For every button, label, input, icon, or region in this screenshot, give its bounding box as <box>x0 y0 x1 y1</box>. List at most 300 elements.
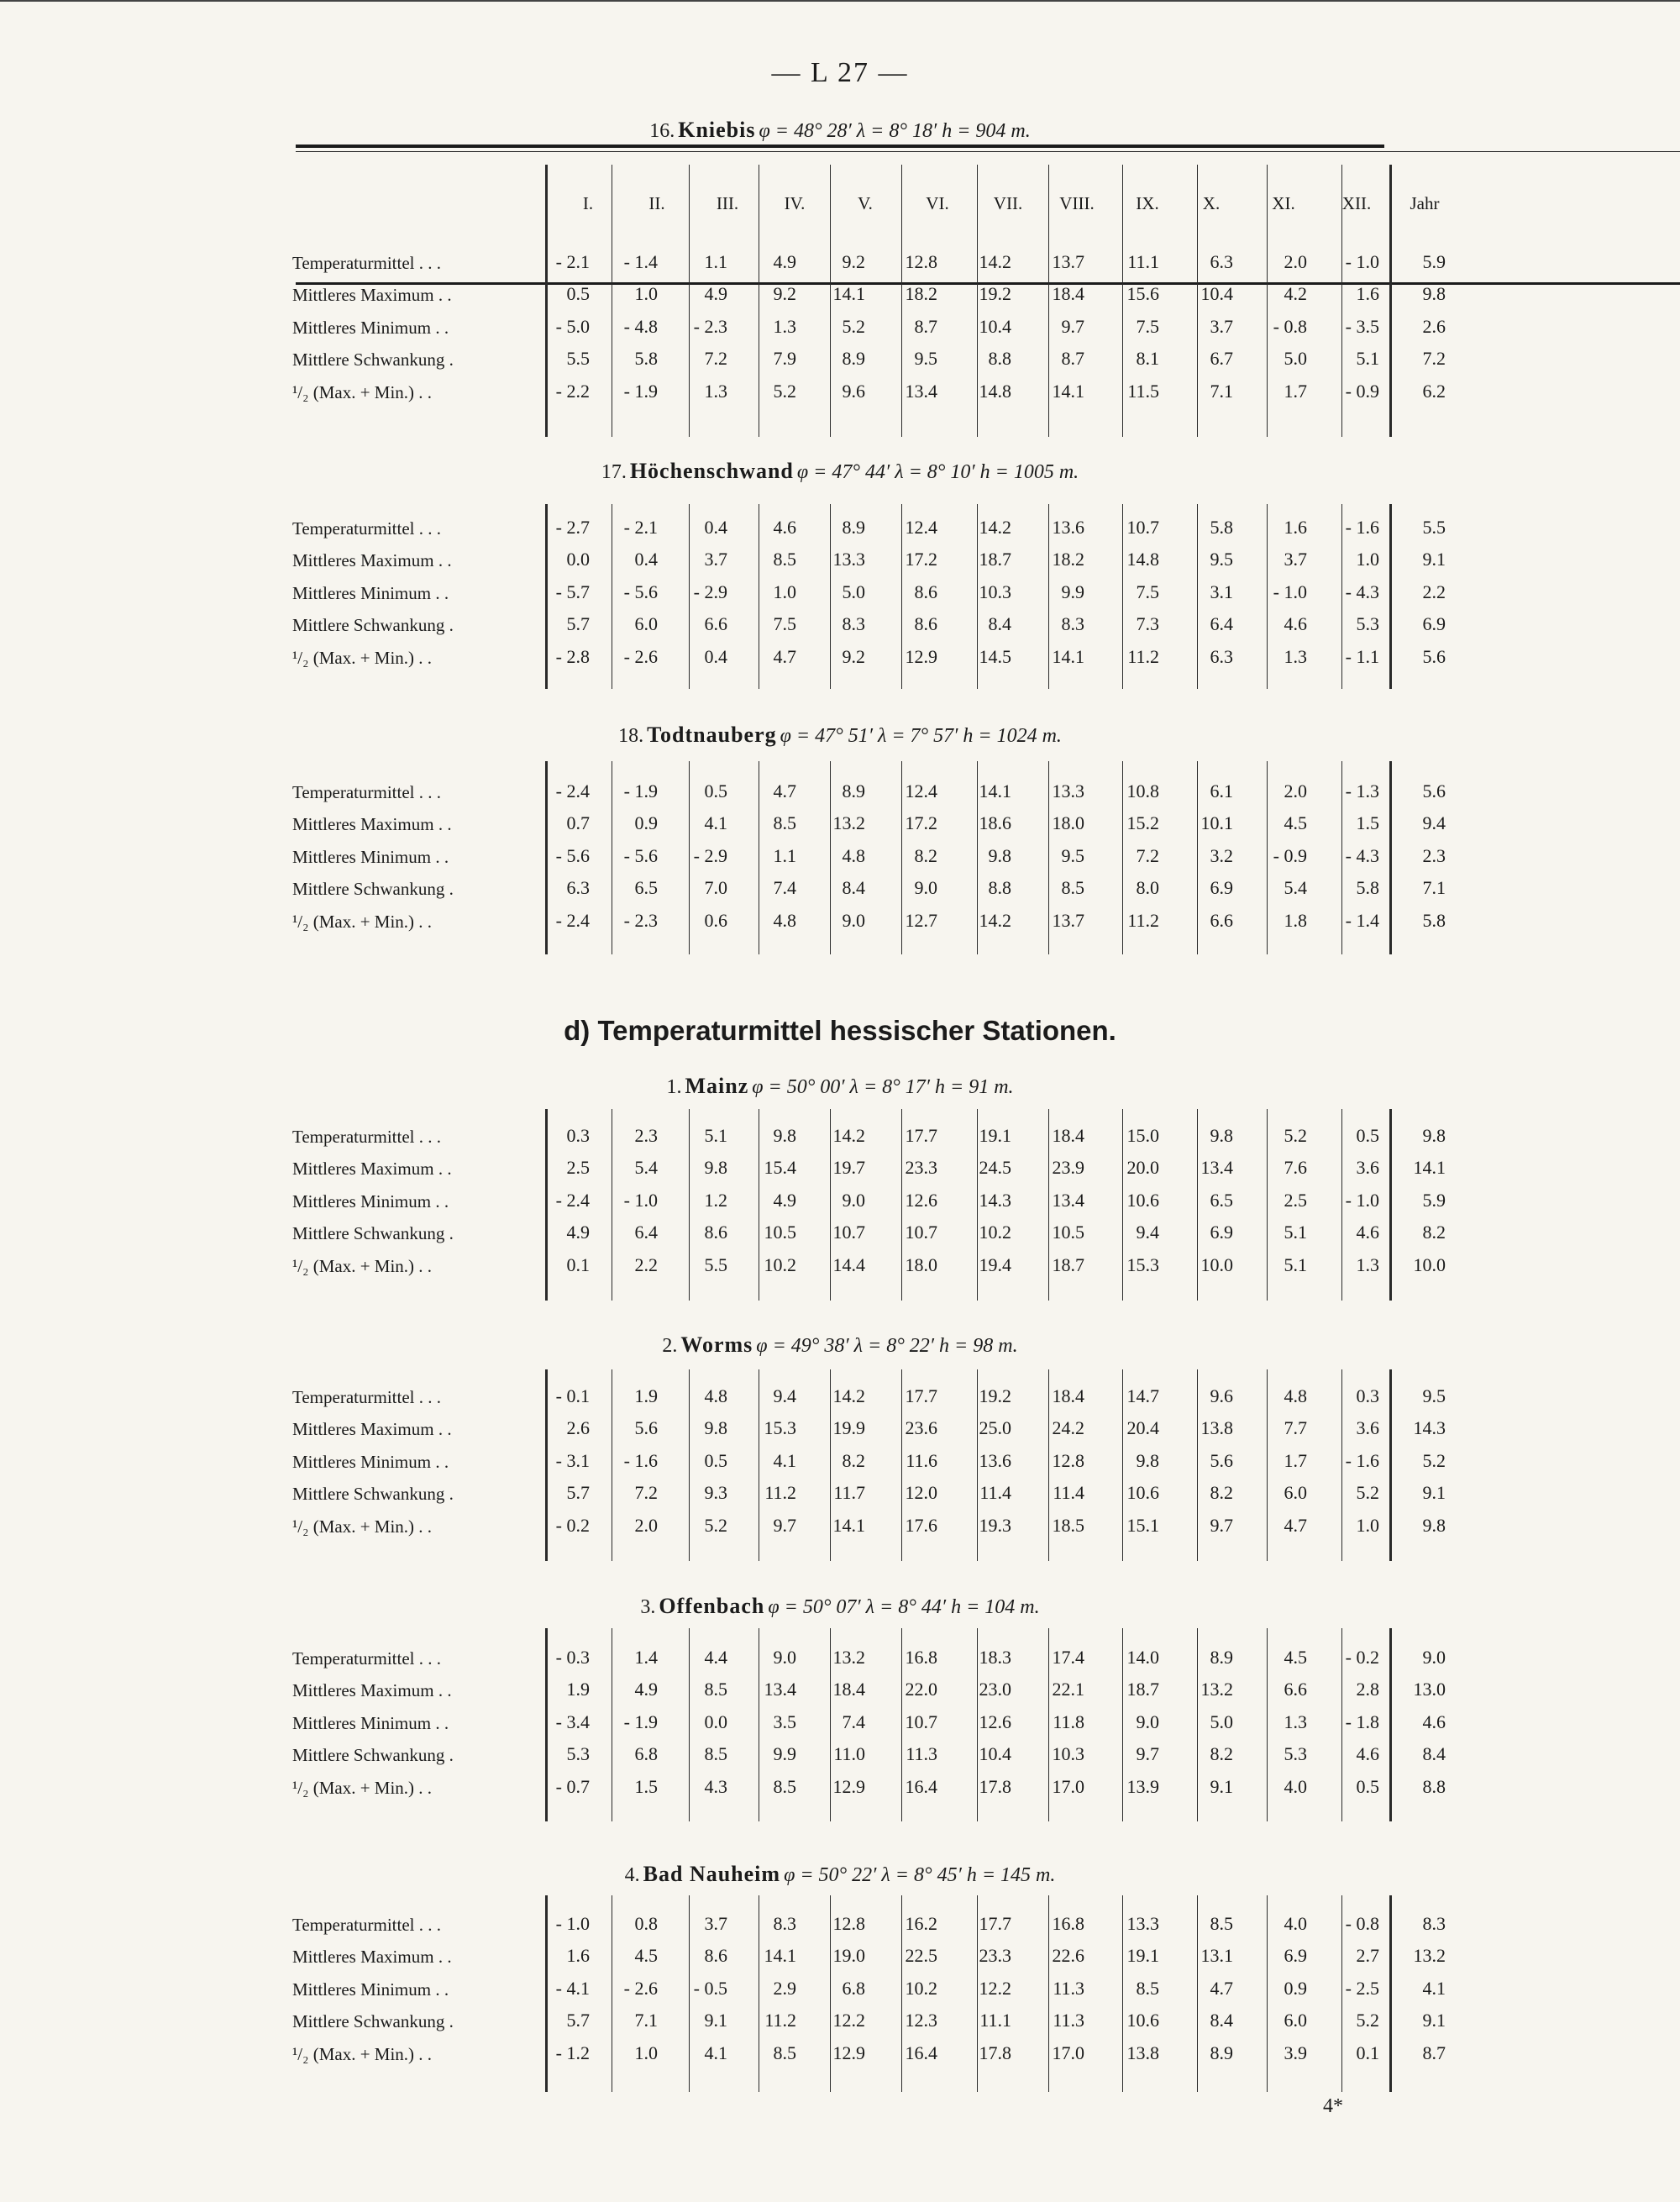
table-cell: 5.5 <box>704 1253 727 1275</box>
table-cell: 19.2 <box>979 283 1011 305</box>
table-cell: 5.2 <box>773 380 796 402</box>
table-cell: 0.4 <box>704 517 727 538</box>
table-cell: - 1.0 <box>623 1189 658 1211</box>
table-cell: 18.2 <box>905 283 937 305</box>
row-label: Temperaturmittel . . . <box>292 782 441 802</box>
table-cell: 18.4 <box>1052 283 1084 305</box>
table-cell: 24.5 <box>979 1157 1011 1179</box>
table-cell: 1.7 <box>1284 380 1307 402</box>
table-cell: 9.7 <box>1136 1743 1159 1765</box>
table-rule <box>296 151 1680 152</box>
table-cell: 8.8 <box>988 877 1011 899</box>
table-cell: 9.1 <box>1422 549 1446 570</box>
table-cell: 4.1 <box>704 2042 727 2063</box>
table-cell: 23.9 <box>1052 1157 1084 1179</box>
row-label: Mittlere Schwankung . <box>292 349 454 371</box>
table-cell: - 2.3 <box>693 315 727 337</box>
table-cell: 5.8 <box>634 348 658 370</box>
table-cell: 2.0 <box>1284 780 1307 801</box>
table-cell: - 2.9 <box>693 844 727 866</box>
table-cell: 12.0 <box>905 1482 937 1504</box>
table-cell: 13.8 <box>1200 1417 1233 1439</box>
table-cell: 13.3 <box>832 549 865 570</box>
table-cell: 8.1 <box>1136 348 1159 370</box>
table-cell: - 2.1 <box>555 251 590 272</box>
table-cell: 9.2 <box>842 645 865 667</box>
table-cell: 13.2 <box>832 812 865 834</box>
table-cell: 6.4 <box>634 1222 658 1243</box>
table-cell: - 1.0 <box>1345 251 1379 272</box>
table-cell: 10.7 <box>1126 517 1159 538</box>
table-cell: 13.7 <box>1052 909 1084 931</box>
table-cell: 5.6 <box>1422 780 1446 801</box>
table-cell: 15.3 <box>764 1417 796 1439</box>
table-cell: 18.2 <box>1052 549 1084 570</box>
table-cell: 6.3 <box>1210 251 1233 272</box>
table-cell: 5.0 <box>1210 1711 1233 1732</box>
table-cell: 16.2 <box>905 1913 937 1934</box>
table-cell: 10.2 <box>764 1253 796 1275</box>
table-cell: 6.3 <box>1210 645 1233 667</box>
table-cell: 5.0 <box>1284 348 1307 370</box>
table-cell: - 3.1 <box>555 1449 590 1471</box>
station-number: 4. <box>624 1864 640 1886</box>
table-cell: 9.8 <box>988 844 1011 866</box>
table-cell: 10.2 <box>905 1977 937 1999</box>
column-header: VII. <box>993 193 1023 213</box>
table-cell: 4.9 <box>634 1679 658 1700</box>
table-cell: 20.0 <box>1126 1157 1159 1179</box>
table-cell: 14.3 <box>979 1189 1011 1211</box>
table-cell: 6.6 <box>1284 1679 1307 1700</box>
table-cell: - 0.1 <box>555 1385 590 1406</box>
table-cell: 2.8 <box>1356 1679 1379 1700</box>
table-cell: 8.6 <box>914 613 937 635</box>
table-cell: 5.2 <box>1284 1125 1307 1146</box>
table-cell: 9.0 <box>1422 1647 1446 1668</box>
table-cell: 8.4 <box>988 613 1011 635</box>
table-cell: 6.0 <box>1284 1482 1307 1504</box>
table-cell: 8.3 <box>842 613 865 635</box>
table-cell: 12.6 <box>979 1711 1011 1732</box>
table-cell: - 1.6 <box>1345 517 1379 538</box>
table-cell: 9.8 <box>1422 1125 1446 1146</box>
table-cell: 12.8 <box>905 251 937 272</box>
table-cell: 8.2 <box>1210 1482 1233 1504</box>
table-cell: - 2.4 <box>555 909 590 931</box>
column-header: XII. <box>1341 193 1372 213</box>
table-cell: 12.9 <box>832 2042 865 2063</box>
table-cell: 11.1 <box>979 2010 1011 2031</box>
table-cell: 0.5 <box>704 1449 727 1471</box>
table-cell: 4.7 <box>773 645 796 667</box>
table-cell: - 1.6 <box>623 1449 658 1471</box>
table-cell: 14.1 <box>979 780 1011 801</box>
table-cell: 13.2 <box>1200 1679 1233 1700</box>
table-cell: 1.7 <box>1284 1449 1307 1471</box>
table-cell: 1.5 <box>1356 812 1379 834</box>
table-cell: 4.7 <box>1210 1977 1233 1999</box>
table-cell: 15.3 <box>1126 1253 1159 1275</box>
table-cell: 5.7 <box>566 2010 590 2031</box>
table-cell: - 0.5 <box>693 1977 727 1999</box>
table-cell: 1.0 <box>634 283 658 305</box>
table-cell: 10.3 <box>1052 1743 1084 1765</box>
table-cell: 23.3 <box>979 1945 1011 1967</box>
table-cell: 3.6 <box>1356 1417 1379 1439</box>
row-label: Mittlere Schwankung . <box>292 1745 454 1766</box>
station-name: Todtnauberg <box>647 723 777 747</box>
table-cell: 1.3 <box>1284 645 1307 667</box>
row-label: ¹/₂ (Max. + Min.) . . <box>292 1516 433 1537</box>
table-cell: - 0.8 <box>1273 315 1307 337</box>
row-label: Mittlere Schwankung . <box>292 2011 454 2032</box>
row-label: ¹/₂ (Max. + Min.) . . <box>292 2043 433 2064</box>
table-cell: 11.2 <box>1127 909 1159 931</box>
table-cell: 14.3 <box>1413 1417 1446 1439</box>
table-cell: 0.9 <box>1284 1977 1307 1999</box>
table-cell: 14.1 <box>832 1514 865 1536</box>
table-cell: 13.7 <box>1052 251 1084 272</box>
table-cell: - 2.1 <box>623 517 658 538</box>
table-cell: 4.5 <box>1284 812 1307 834</box>
row-label: Temperaturmittel . . . <box>292 518 441 539</box>
row-label: Mittleres Maximum . . <box>292 1947 452 1968</box>
table-cell: 8.9 <box>842 780 865 801</box>
table-cell: 8.7 <box>914 315 937 337</box>
row-label: Mittleres Maximum . . <box>292 1419 452 1440</box>
table-cell: 8.7 <box>1061 348 1084 370</box>
table-cell: 5.9 <box>1422 1189 1446 1211</box>
table-cell: 2.7 <box>1356 1945 1379 1967</box>
table-cell: 3.9 <box>1284 2042 1307 2063</box>
table-cell: 6.9 <box>1210 877 1233 899</box>
table-cell: 17.8 <box>979 1775 1011 1797</box>
table-cell: 11.6 <box>906 1449 937 1471</box>
column-header: VIII. <box>1059 193 1095 213</box>
table-cell: 5.2 <box>842 315 865 337</box>
table-cell: 5.6 <box>634 1417 658 1439</box>
table-cell: 4.7 <box>773 780 796 801</box>
table-cell: 5.2 <box>1356 1482 1379 1504</box>
table-cell: 17.0 <box>1052 1775 1084 1797</box>
table-cell: 7.2 <box>634 1482 658 1504</box>
table-cell: 9.0 <box>914 877 937 899</box>
station-coordinates: φ = 50° 00′ λ = 8° 17′ h = 91 m. <box>752 1076 1014 1098</box>
table-cell: 10.4 <box>979 1743 1011 1765</box>
table-cell: 5.1 <box>704 1125 727 1146</box>
table-cell: 14.1 <box>764 1945 796 1967</box>
table-cell: - 2.7 <box>555 517 590 538</box>
table-cell: 1.6 <box>566 1945 590 1967</box>
table-cell: 14.2 <box>979 251 1011 272</box>
station-title <box>0 1074 1680 1099</box>
table-cell: 5.6 <box>1422 645 1446 667</box>
row-label: ¹/₂ (Max. + Min.) . . <box>292 381 433 402</box>
column-header: I. <box>582 193 594 213</box>
table-cell: 11.4 <box>979 1482 1011 1504</box>
table-cell: - 0.9 <box>1345 380 1379 402</box>
table-cell: 13.6 <box>979 1449 1011 1471</box>
table-cell: 3.2 <box>1210 844 1233 866</box>
row-label: ¹/₂ (Max. + Min.) . . <box>292 1777 433 1798</box>
table-cell: 17.4 <box>1052 1647 1084 1668</box>
section-d-title: d) Temperaturmittel hessischer Stationen. <box>564 1015 1116 1046</box>
table-cell: 4.5 <box>634 1945 658 1967</box>
table-cell: 6.6 <box>704 613 727 635</box>
table-cell: - 2.8 <box>555 645 590 667</box>
column-header: V. <box>858 193 873 213</box>
table-cell: 25.0 <box>979 1417 1011 1439</box>
table-cell: 2.2 <box>634 1253 658 1275</box>
table-cell: 19.1 <box>979 1125 1011 1146</box>
table-cell: 11.5 <box>1127 380 1159 402</box>
table-cell: 4.8 <box>704 1385 727 1406</box>
table-cell: 2.3 <box>1422 844 1446 866</box>
table-cell: - 1.9 <box>623 1711 658 1732</box>
table-cell: 6.5 <box>1210 1189 1233 1211</box>
station-name: Bad Nauheim <box>643 1862 781 1886</box>
table-cell: 10.6 <box>1126 1482 1159 1504</box>
table-cell: 7.1 <box>1422 877 1446 899</box>
station-name: Höchenschwand <box>629 459 794 483</box>
table-cell: 9.6 <box>842 380 865 402</box>
row-label: Mittleres Minimum . . <box>292 846 449 867</box>
table-cell: - 5.6 <box>623 844 658 866</box>
table-cell: 12.4 <box>905 517 937 538</box>
column-header: IV. <box>784 193 806 213</box>
table-cell: 14.0 <box>1126 1647 1159 1668</box>
table-cell: 11.2 <box>764 1482 796 1504</box>
table-cell: 8.5 <box>773 812 796 834</box>
table-cell: 13.9 <box>1126 1775 1159 1797</box>
table-cell: - 4.3 <box>1345 581 1379 602</box>
table-cell: - 4.3 <box>1345 844 1379 866</box>
station-title <box>0 723 1680 748</box>
table-cell: 7.2 <box>704 348 727 370</box>
table-cell: 8.9 <box>842 517 865 538</box>
table-cell: 8.3 <box>773 1913 796 1934</box>
table-cell: 7.4 <box>773 877 796 899</box>
table-cell: 23.0 <box>979 1679 1011 1700</box>
table-cell: 17.0 <box>1052 2042 1084 2063</box>
table-cell: 4.1 <box>773 1449 796 1471</box>
table-cell: 4.0 <box>1284 1913 1307 1934</box>
table-cell: 11.3 <box>1053 1977 1084 1999</box>
table-cell: 4.9 <box>773 1189 796 1211</box>
table-cell: - 2.6 <box>623 1977 658 1999</box>
station-number: 2. <box>662 1335 678 1357</box>
table-cell: 10.6 <box>1126 2010 1159 2031</box>
table-cell: 14.2 <box>832 1385 865 1406</box>
table-cell: 5.1 <box>1356 348 1379 370</box>
page-header: — L 27 — <box>771 57 909 88</box>
table-cell: - 1.2 <box>555 2042 590 2063</box>
table-cell: 3.7 <box>1210 315 1233 337</box>
table-cell: 13.3 <box>1052 780 1084 801</box>
table-cell: 19.2 <box>979 1385 1011 1406</box>
row-label: Temperaturmittel . . . <box>292 1915 441 1935</box>
station-number: 16. <box>649 120 675 142</box>
table-cell: 1.2 <box>704 1189 727 1211</box>
station-number: 18. <box>618 725 644 747</box>
table-cell: 1.6 <box>1284 517 1307 538</box>
table-cell: 22.1 <box>1052 1679 1084 1700</box>
table-cell: 9.7 <box>1061 315 1084 337</box>
table-cell: 1.4 <box>634 1647 658 1668</box>
table-cell: 5.7 <box>566 613 590 635</box>
table-cell: 18.0 <box>905 1253 937 1275</box>
table-cell: 9.8 <box>1210 1125 1233 1146</box>
table-cell: 10.0 <box>1200 1253 1233 1275</box>
station-coordinates: φ = 47° 44′ λ = 8° 10′ h = 1005 m. <box>796 461 1079 483</box>
table-cell: 5.2 <box>704 1514 727 1536</box>
table-cell: 18.0 <box>1052 812 1084 834</box>
table-cell: 1.8 <box>1284 909 1307 931</box>
station-title <box>0 1594 1680 1619</box>
table-cell: 22.0 <box>905 1679 937 1700</box>
table-cell: 12.3 <box>905 2010 937 2031</box>
table-cell: 4.1 <box>1422 1977 1446 1999</box>
table-cell: 7.1 <box>1210 380 1233 402</box>
table-cell: 12.8 <box>832 1913 865 1934</box>
table-cell: 3.7 <box>704 1913 727 1934</box>
table-cell: 8.4 <box>842 877 865 899</box>
table-cell: 7.5 <box>773 613 796 635</box>
table-cell: 7.5 <box>1136 581 1159 602</box>
table-cell: 12.4 <box>905 780 937 801</box>
table-cell: - 5.0 <box>555 315 590 337</box>
column-header: VI. <box>926 193 949 213</box>
table-cell: - 3.5 <box>1345 315 1379 337</box>
table-cell: 12.6 <box>905 1189 937 1211</box>
table-cell: 12.9 <box>905 645 937 667</box>
table-cell: 18.7 <box>1052 1253 1084 1275</box>
table-cell: 5.3 <box>1356 613 1379 635</box>
table-cell: 10.8 <box>1126 780 1159 801</box>
table-cell: - 1.9 <box>623 380 658 402</box>
table-cell: 12.2 <box>832 2010 865 2031</box>
table-cell: 11.7 <box>833 1482 865 1504</box>
table-cell: 8.5 <box>1136 1977 1159 1999</box>
table-cell: - 1.4 <box>1345 909 1379 931</box>
table-cell: 0.5 <box>704 780 727 801</box>
table-cell: 6.9 <box>1422 613 1446 635</box>
table-cell: 18.4 <box>1052 1125 1084 1146</box>
table-cell: 6.3 <box>566 877 590 899</box>
row-label: Mittleres Minimum . . <box>292 1712 449 1733</box>
table-cell: 10.5 <box>1052 1222 1084 1243</box>
row-label: Temperaturmittel . . . <box>292 1127 441 1147</box>
row-label: Temperaturmittel . . . <box>292 1387 441 1407</box>
row-label: Mittleres Minimum . . <box>292 1979 449 2000</box>
table-cell: 18.7 <box>1126 1679 1159 1700</box>
table-cell: 10.4 <box>1200 283 1233 305</box>
table-cell: 9.1 <box>1210 1775 1233 1797</box>
station-title <box>0 1332 1680 1358</box>
column-header: Jahr <box>1410 193 1440 213</box>
table-cell: 6.5 <box>634 877 658 899</box>
station-title <box>0 459 1680 484</box>
table-cell: 14.2 <box>832 1125 865 1146</box>
table-cell: 0.5 <box>566 283 590 305</box>
station-name: Mainz <box>685 1074 749 1098</box>
table-cell: 13.2 <box>832 1647 865 1668</box>
table-cell: 9.8 <box>704 1417 727 1439</box>
table-cell: 11.0 <box>833 1743 865 1765</box>
table-cell: 2.5 <box>1284 1189 1307 1211</box>
table-cell: 9.1 <box>1422 1482 1446 1504</box>
row-label: Mittleres Minimum . . <box>292 1451 449 1472</box>
table-cell: 2.6 <box>566 1417 590 1439</box>
table-cell: 8.6 <box>914 581 937 602</box>
table-cell: 5.9 <box>1422 251 1446 272</box>
table-cell: 13.3 <box>1126 1913 1159 1934</box>
table-cell: 23.6 <box>905 1417 937 1439</box>
table-cell: 2.0 <box>1284 251 1307 272</box>
table-cell: - 1.6 <box>1345 1449 1379 1471</box>
table-cell: 6.8 <box>634 1743 658 1765</box>
table-cell: 10.3 <box>979 581 1011 602</box>
table-cell: 13.0 <box>1413 1679 1446 1700</box>
table-cell: 9.2 <box>773 283 796 305</box>
table-cell: - 4.1 <box>555 1977 590 1999</box>
table-cell: 4.4 <box>704 1647 727 1668</box>
table-cell: 6.9 <box>1284 1945 1307 1967</box>
table-cell: 13.2 <box>1413 1945 1446 1967</box>
table-cell: 5.3 <box>566 1743 590 1765</box>
table-cell: 5.0 <box>842 581 865 602</box>
table-cell: 8.4 <box>1422 1743 1446 1765</box>
row-label: ¹/₂ (Max. + Min.) . . <box>292 911 433 932</box>
table-cell: 10.6 <box>1126 1189 1159 1211</box>
table-cell: 0.9 <box>634 812 658 834</box>
table-cell: 9.4 <box>773 1385 796 1406</box>
station-number: 3. <box>640 1596 656 1618</box>
table-cell: 14.1 <box>1413 1157 1446 1179</box>
table-cell: 6.9 <box>1210 1222 1233 1243</box>
table-cell: 1.0 <box>773 581 796 602</box>
table-cell: 11.3 <box>906 1743 937 1765</box>
row-label: Mittlere Schwankung . <box>292 1484 454 1505</box>
table-cell: 4.3 <box>704 1775 727 1797</box>
table-cell: 14.1 <box>832 283 865 305</box>
table-cell: 4.0 <box>1284 1775 1307 1797</box>
table-cell: 13.6 <box>1052 517 1084 538</box>
table-cell: 7.0 <box>704 877 727 899</box>
table-cell: 6.6 <box>1210 909 1233 931</box>
table-cell: - 2.2 <box>555 380 590 402</box>
table-cell: 8.5 <box>773 2042 796 2063</box>
station-coordinates: φ = 50° 22′ λ = 8° 45′ h = 145 m. <box>784 1864 1056 1886</box>
table-cell: - 1.0 <box>1345 1189 1379 1211</box>
table-cell: 7.3 <box>1136 613 1159 635</box>
table-cell: 17.2 <box>905 812 937 834</box>
table-cell: 10.1 <box>1200 812 1233 834</box>
table-cell: 0.3 <box>566 1125 590 1146</box>
row-label: ¹/₂ (Max. + Min.) . . <box>292 647 433 668</box>
table-cell: 9.5 <box>914 348 937 370</box>
table-cell: 12.9 <box>832 1775 865 1797</box>
table-cell: 9.3 <box>704 1482 727 1504</box>
table-cell: 2.2 <box>1422 581 1446 602</box>
station-number: 17. <box>601 461 627 483</box>
table-cell: 0.1 <box>1356 2042 1379 2063</box>
table-cell: 22.5 <box>905 1945 937 1967</box>
table-cell: 14.7 <box>1126 1385 1159 1406</box>
table-cell: 4.5 <box>1284 1647 1307 1668</box>
table-cell: 9.5 <box>1210 549 1233 570</box>
